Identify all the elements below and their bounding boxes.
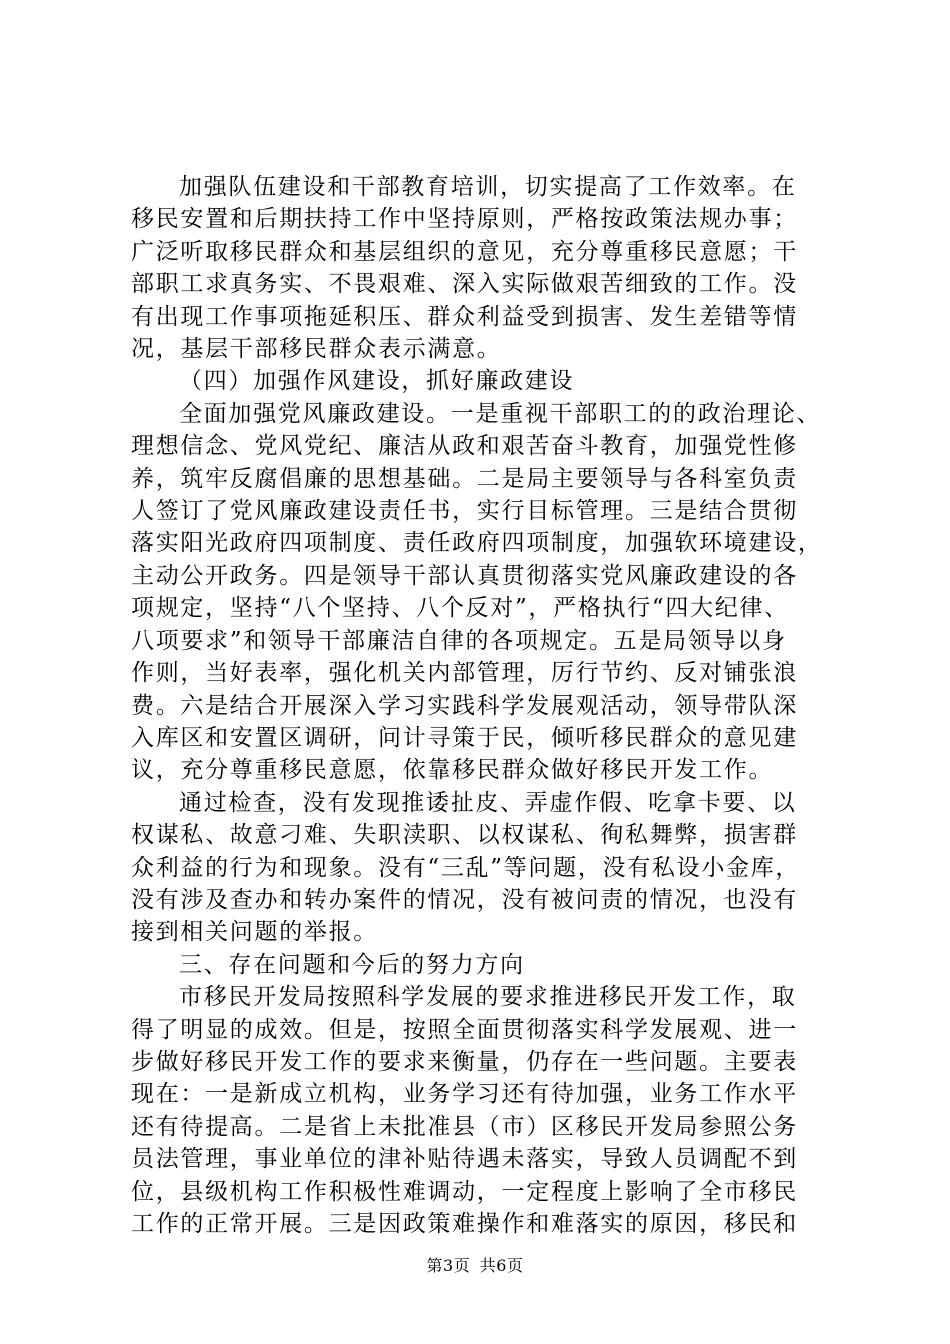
- section-heading-three: [131, 949, 831, 981]
- paragraph-team-building: [131, 171, 831, 365]
- text-line: 八项要求”和领导干部廉洁自律的各项规定。五是局领导以身: [131, 627, 787, 654]
- page-total: 共6页: [479, 1256, 524, 1275]
- text-line: 步做好移民开发工作的要求来衡量，仍存在一些问题。主要表: [131, 1048, 798, 1075]
- text-line: 位，县级机构工作积极性难调动，一定程度上影响了全市移民: [131, 1178, 798, 1205]
- text-line: 得了明显的成效。但是，按照全面贯彻落实科学发展观、进一: [131, 1016, 798, 1043]
- heading-line: （四）加强作风建设，抓好廉政建设: [179, 368, 575, 395]
- text-line: 部职工求真务实、不畏艰难、深入实际做艰苦细致的工作。没: [131, 271, 798, 298]
- text-line: 人签订了党风廉政建设责任书，实行目标管理。三是结合贯彻: [131, 498, 798, 525]
- text-line: 移民安置和后期扶持工作中坚持原则，严格按政策法规办事；: [131, 206, 798, 233]
- text-line: 养，筑牢反腐倡廉的思想基础。二是局主要领导与各科室负责: [131, 465, 798, 492]
- text-line: 理想信念、党风党纪、廉洁从政和艰苦奋斗教育，加强党性修: [131, 433, 798, 460]
- text-line: 员法管理，事业单位的津补贴待遇未落实，导致人员调配不到: [131, 1146, 798, 1173]
- page-footer: [0, 1256, 950, 1276]
- text-line: 况，基层干部移民群众表示满意。: [131, 336, 502, 363]
- text-line: 落实阳光政府四项制度、责任政府四项制度，加强软环境建设，: [131, 530, 823, 557]
- text-line: 广泛听取移民群众和基层组织的意见，充分尊重移民意愿；干: [131, 238, 798, 265]
- text-line: 没有涉及查办和转办案件的情况，没有被问责的情况，也没有: [131, 886, 798, 913]
- paragraph-problems: [131, 981, 831, 1240]
- text-line: 项规定，坚持“八个坚持、八个反对”，严格执行“四大纪律、: [131, 595, 789, 622]
- text-line: 有出现工作事项拖延积压、群众利益受到损害、发生差错等情: [131, 303, 798, 330]
- text-line: 通过检查，没有发现推诿扯皮、弄虚作假、吃拿卡要、以: [179, 789, 797, 816]
- document-body: [131, 171, 831, 1240]
- text-line: 入库区和安置区调研，问计寻策于民，倾听移民群众的意见建: [131, 724, 798, 751]
- section-heading-four: [131, 365, 831, 397]
- text-line: 权谋私、故意刁难、失职渎职、以权谋私、徇私舞弊，损害群: [131, 822, 798, 849]
- text-line: 众利益的行为和现象。没有“三乱”等问题，没有私设小金库，: [131, 854, 801, 881]
- text-line: 全面加强党风廉政建设。一是重视干部职工的的政治理论、: [179, 400, 822, 427]
- text-line: 还有待提高。二是省上未批准县（市）区移民开发局参照公务: [131, 1113, 798, 1140]
- text-line: 市移民开发局按照科学发展的要求推进移民开发工作，取: [179, 984, 797, 1011]
- text-line: 现在：一是新成立机构，业务学习还有待加强，业务工作水平: [131, 1081, 798, 1108]
- page-number: 第3页: [426, 1256, 471, 1275]
- text-line: 加强队伍建设和干部教育培训，切实提高了工作效率。在: [179, 174, 797, 200]
- paragraph-inspection-result: [131, 787, 831, 949]
- text-line: 主动公开政务。四是领导干部认真贯彻落实党风廉政建设的各: [131, 562, 798, 589]
- text-line: 工作的正常开展。三是因政策难操作和难落实的原因，移民和: [131, 1211, 798, 1237]
- paragraph-integrity-building: [131, 398, 831, 787]
- text-line: 作则，当好表率，强化机关内部管理，厉行节约、反对铺张浪: [131, 660, 798, 687]
- text-line: 接到相关问题的举报。: [131, 919, 378, 946]
- heading-line: 三、存在问题和今后的努力方向: [179, 951, 525, 978]
- text-line: 议，充分尊重移民意愿，依靠移民群众做好移民开发工作。: [131, 757, 774, 784]
- text-line: 费。六是结合开展深入学习实践科学发展观活动，领导带队深: [131, 692, 798, 719]
